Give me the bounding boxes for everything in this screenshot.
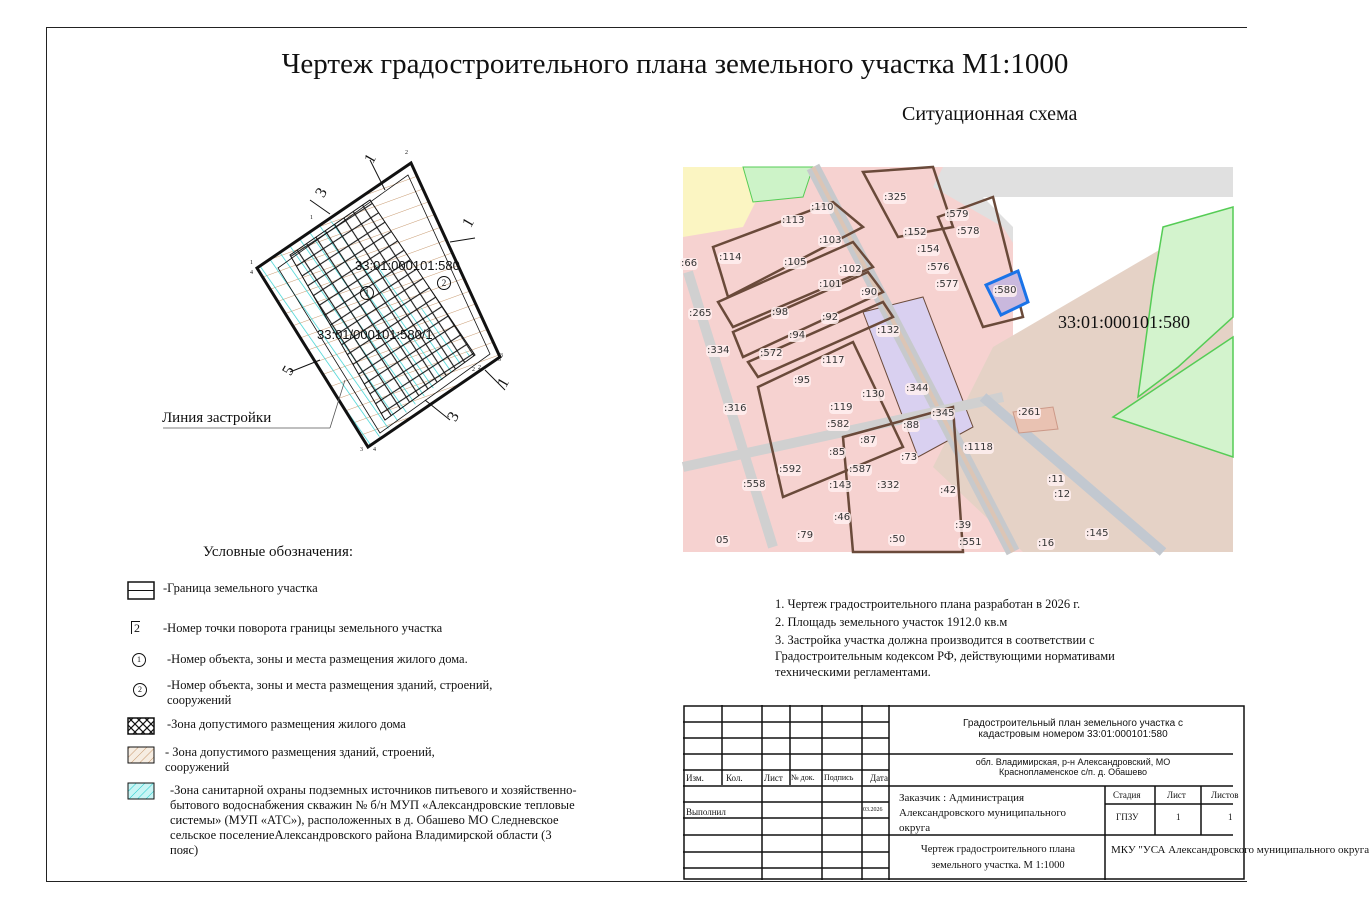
legend-item: -Зона санитарной охраны подземных источников питьевого и хозяйственно-бытового водоснабжения скважин № б/н МУП «Александровские тепловые системы» (МУП «АТС»), расположенных в д. Обашево МО Следневское сельское поселениеАлександровского района Владимирской области (3 пояс) xyxy=(170,783,577,857)
parcel-label: :130 xyxy=(862,389,885,400)
parcel-label: :90 xyxy=(861,287,878,298)
header-date: Дата xyxy=(870,773,888,783)
parcel-label: :95 xyxy=(794,375,811,386)
parcel-label: :87 xyxy=(860,435,877,446)
parcel-label: :73 xyxy=(901,452,918,463)
parcel-label: :94 xyxy=(789,330,806,341)
sheets-label: Листов xyxy=(1211,790,1239,800)
parcel-label: :110 xyxy=(811,202,834,213)
parcel-label: :143 xyxy=(829,480,852,491)
parcel-label: :587 xyxy=(849,464,872,475)
corner-point: 2 xyxy=(472,367,475,373)
boundary-symbol xyxy=(128,582,154,599)
parcel-label: :85 xyxy=(829,447,846,458)
corner-point: 3 xyxy=(360,447,363,453)
legend-title: Условные обозначения: xyxy=(203,544,354,560)
drawing-name: Чертеж градостроительного плана земельного участка. М 1:1000 xyxy=(920,844,1076,871)
sanitary-zone-symbol xyxy=(128,783,154,799)
zone-number: 33:01/000101:580/1 xyxy=(317,327,433,342)
circle-1-symbol: 1 xyxy=(132,653,146,667)
parcel-label: :576 xyxy=(927,262,950,273)
corner-point: 3 xyxy=(498,357,501,363)
parcel-label: :101 xyxy=(819,279,842,290)
parcel-label: :1118 xyxy=(964,442,993,453)
parcel-label: :105 xyxy=(784,257,807,268)
parcel-label: :145 xyxy=(1086,528,1109,539)
situation-scheme-title: Ситуационная схема xyxy=(902,103,1078,125)
parcel-label: :558 xyxy=(743,479,766,490)
note: 2. Площадь земельного участок 1912.0 кв.м xyxy=(775,615,1008,629)
parcel-label: :345 xyxy=(932,408,955,419)
parcel-label: :119 xyxy=(830,402,853,413)
parcel-label: :551 xyxy=(959,537,982,548)
dimension-label: 1 xyxy=(494,375,513,391)
sheets-value: 1 xyxy=(1228,812,1233,822)
parcel-label: :66 xyxy=(681,258,698,269)
parcel-label: :113 xyxy=(782,215,805,226)
object-2-marker: 2 xyxy=(437,276,451,290)
title-block xyxy=(683,705,1369,880)
corner-point: 4 xyxy=(373,447,376,453)
parcel-label: :154 xyxy=(917,244,940,255)
parcel-label: :42 xyxy=(940,485,957,496)
organization: МКУ "УСА Александровского муниципального округа xyxy=(1111,844,1369,856)
corner-point: 1 xyxy=(310,215,313,221)
parcel-label: :39 xyxy=(955,520,972,531)
doc-title: Градостроительный план земельного участка с кадастровым номером 33:01:000101:580 xyxy=(963,718,1183,740)
legend-item: - Зона допустимого размещения зданий, строений, сооружений xyxy=(165,745,435,774)
parcel-label: :344 xyxy=(906,383,929,394)
stage-label: Стадия xyxy=(1113,790,1141,800)
legend-item: -Зона допустимого размещения жилого дома xyxy=(167,717,406,731)
parcel-label: :114 xyxy=(719,252,742,263)
object-1-marker: 1 xyxy=(360,286,374,300)
date-value: 03.2026 xyxy=(863,807,883,813)
parcel-label: :582 xyxy=(827,419,850,430)
corner-point: 4 xyxy=(250,270,253,276)
parcel-label: :92 xyxy=(822,312,839,323)
legend-item: -Граница земельного участка xyxy=(163,581,318,595)
parcel-label: :132 xyxy=(877,325,900,336)
parcel-label: :325 xyxy=(884,192,907,203)
sheet-value: 1 xyxy=(1176,812,1181,822)
header-sheet: Лист xyxy=(764,773,783,783)
legend-item: -Номер точки поворота границы земельного участка xyxy=(163,621,443,635)
build-line-label: Линия застройки xyxy=(162,410,272,426)
corner-point: 2 xyxy=(405,150,408,156)
legend-item: -Номер объекта, зоны и места размещения жилого дома. xyxy=(167,652,468,666)
parcel-label: :580 xyxy=(994,285,1017,296)
turn-point-symbol: 2 xyxy=(131,621,140,634)
parcel-label: :316 xyxy=(724,403,747,414)
header-qty: Кол. xyxy=(726,773,743,783)
parcel-label: :261 xyxy=(1018,407,1041,418)
buildings-zone-symbol xyxy=(128,747,154,763)
customer: Заказчик : Администрация Александровского муниципального округа xyxy=(899,792,1067,834)
parcel-label: :46 xyxy=(834,512,851,523)
map-cadastral-label: 33:01:000101:580 xyxy=(1058,312,1191,332)
residential-zone-symbol xyxy=(128,718,154,734)
parcel-label: :117 xyxy=(822,355,845,366)
parcel-label: 05 xyxy=(716,535,729,546)
sheet-label: Лист xyxy=(1167,790,1186,800)
corner-point: 1 xyxy=(250,260,253,266)
circle-2-symbol: 2 xyxy=(133,683,147,697)
parcel-label: :578 xyxy=(957,226,980,237)
header-doc-no: № док. xyxy=(791,773,815,782)
parcel-label: :332 xyxy=(877,480,900,491)
situation-map xyxy=(683,167,1233,552)
parcel-label: :265 xyxy=(689,308,712,319)
dimension-label: 3 xyxy=(312,185,331,201)
header-signature: Подпись xyxy=(824,773,854,782)
parcel-label: :334 xyxy=(707,345,730,356)
legend-item: -Номер объекта, зоны и места размещения зданий, строений, сооружений xyxy=(167,678,493,707)
dimension-label: 1 xyxy=(459,215,478,231)
stage-value: ГПЗУ xyxy=(1116,812,1139,822)
page-title: Чертеж градостроительного плана земельного участка М1:1000 xyxy=(281,48,1069,80)
parcel-label: :50 xyxy=(889,534,906,545)
corner-point: 2 xyxy=(478,365,481,371)
parcel-label: :152 xyxy=(904,227,927,238)
dimension-label: 3 xyxy=(444,409,463,425)
address: обл. Владимирская, р-н Александровский, МО Краснопламенское с/п. д. Обашево xyxy=(975,757,1171,777)
parcel-label: :102 xyxy=(839,264,862,275)
parcel-label: :103 xyxy=(819,235,842,246)
plot-cadastral-number: 33:01:000101:580 xyxy=(355,258,460,273)
performed-by: Выполнил xyxy=(686,807,726,817)
parcel-label: :592 xyxy=(779,464,802,475)
parcel-label: :11 xyxy=(1048,474,1065,485)
parcel-label: :79 xyxy=(797,530,814,541)
corner-point: 3 xyxy=(500,353,503,359)
parcel-label: :98 xyxy=(772,307,789,318)
parcel-label: :577 xyxy=(936,279,959,290)
parcel-label: :579 xyxy=(946,209,969,220)
parcel-label: :16 xyxy=(1038,538,1055,549)
parcel-label: :572 xyxy=(760,348,783,359)
parcel-label: :88 xyxy=(903,420,920,431)
note: 3. Застройка участка должна производится в соответствии с Градостроительным кодексом РФ, действующими нормативами техническими регламентами. xyxy=(775,633,1115,679)
dimension-label: 5 xyxy=(279,363,298,379)
header-change: Изм. xyxy=(686,773,704,783)
dimension-label: 1 xyxy=(361,151,380,167)
parcel-label: :12 xyxy=(1054,489,1071,500)
note: 1. Чертеж градостроительного плана разработан в 2026 г. xyxy=(775,597,1081,611)
